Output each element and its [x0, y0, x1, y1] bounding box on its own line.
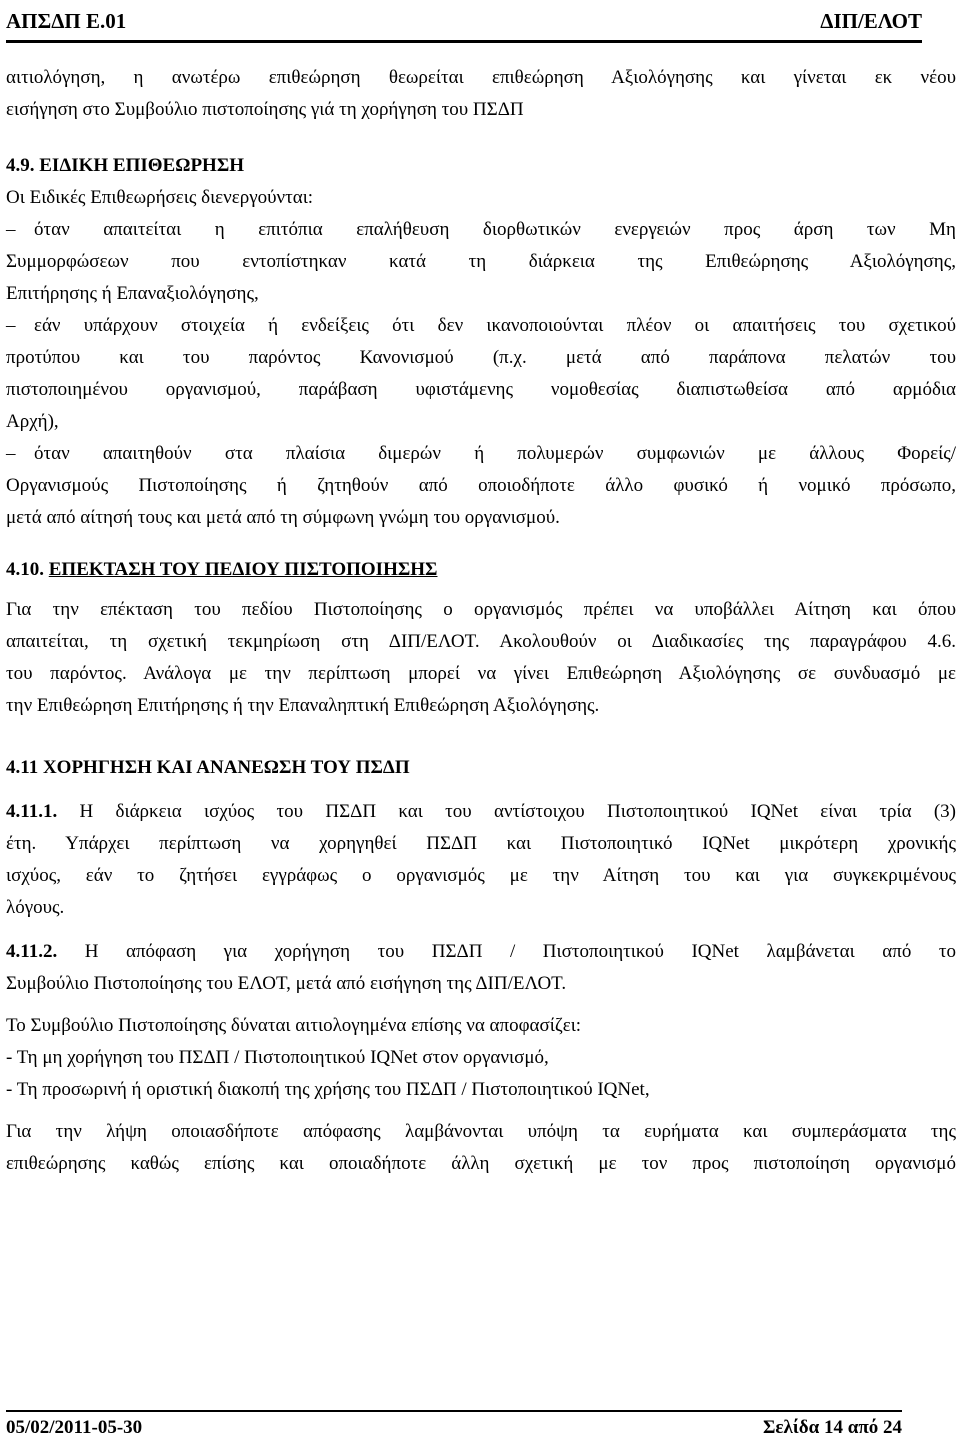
paragraph-4-11-1: [6, 796, 956, 924]
text-line: Επιτήρησης ή Επαναξιολόγησης,: [6, 283, 259, 304]
dash-bullet: –: [6, 219, 16, 240]
paragraph-number: 4.11.1.: [6, 801, 58, 822]
text-line: Το Συμβούλιο Πιστοποίησης δύναται αιτιολογημένα επίσης να αποφασίζει:: [6, 1015, 582, 1036]
footer-date: 05/02/2011-05-30: [6, 1417, 143, 1438]
dash-bullet: –: [6, 315, 16, 336]
text-line: Για την επέκταση του πεδίου Πιστοποίησης ο οργανισμός πρέπει να υποβάλλει Αίτηση και όπου: [6, 599, 956, 620]
text-line: Για την λήψη οποιασδήποτε απόφασης λαμβάνονται υπόψη τα ευρήματα και συμπεράσματα της: [6, 1121, 956, 1142]
text-line: - Τη μη χορήγηση του ΠΣΔΠ / Πιστοποιητικού IQNet στον οργανισμό,: [6, 1047, 549, 1068]
page-footer: [6, 1410, 902, 1438]
text-line: ισχύος, εάν το ζητήσει εγγράφως ο οργανισμός με την Αίτηση του και για συγκεκριμένους: [6, 865, 956, 886]
list-item: [6, 214, 956, 310]
text-line: όταν απαιτηθούν στα πλαίσια διμερών ή πολυμερών συμφωνιών με άλλους Φορείς/: [34, 443, 956, 464]
text-line: μετά από αίτησή τους και μετά από τη σύμφωνη γνώμη του οργανισμού.: [6, 507, 560, 528]
text-line: [6, 936, 956, 968]
text-line: Συμμορφώσεων που εντοπίστηκαν κατά τη διάρκεια της Επιθεώρησης Αξιολόγησης,: [6, 251, 956, 272]
text-span: Η διάρκεια ισχύος του ΠΣΔΠ και του αντίστοιχου Πιστοποιητικού IQNet είναι τρία (3): [57, 801, 956, 822]
section-paragraph: [6, 594, 956, 722]
paragraph-decision: [6, 1116, 956, 1180]
text-line: την Επιθεώρηση Επιτήρησης ή την Επαναληπτική Επιθεώρηση Αξιολόγησης.: [6, 695, 600, 716]
text-line: λόγους.: [6, 897, 65, 918]
text-line: - Τη προσωρινή ή οριστική διακοπή της χρήσης του ΠΣΔΠ / Πιστοποιητικού IQNet,: [6, 1079, 650, 1100]
list-item: [6, 310, 956, 438]
doc-department: ΔΙΠ/ΕΛΟΤ: [820, 9, 922, 33]
text-line: Συμβούλιο Πιστοποίησης του ΕΛΟΤ, μετά από εισήγηση της ΔΙΠ/ΕΛΟΤ.: [6, 973, 567, 994]
page-number: Σελίδα 14 από 24: [763, 1417, 902, 1438]
intro-paragraph: [6, 62, 956, 126]
text-line: απαιτείται, τη σχετική τεκμηρίωση στη ΔΙΠ/ΕΛΟΤ. Ακολουθούν οι Διαδικασίες της παραγράφου 4.6.: [6, 631, 956, 652]
text-line: επιθεώρησης καθώς επίσης και οποιαδήποτε άλλη σχετική με τον προς πιστοποίηση οργανισμό: [6, 1153, 956, 1174]
section-title: ΕΠΕΚΤΑΣΗ ΤΟΥ ΠΕΔΙΟΥ ΠΙΣΤΟΠΟΙΗΣΗΣ: [48, 559, 438, 580]
text-line: εάν υπάρχουν στοιχεία ή ενδείξεις ότι δεν ικανοποιούνται πλέον οι απαιτήσεις του σχετικού: [34, 315, 956, 336]
section-number: 4.10.: [6, 559, 49, 580]
text-line: Αρχή),: [6, 411, 59, 432]
text-line: αιτιολόγηση, η ανωτέρω επιθεώρηση θεωρείται επιθεώρηση Αξιολόγησης και γίνεται εκ νέου: [6, 67, 956, 88]
paragraph-council: [6, 1010, 956, 1106]
paragraph-number: 4.11.2.: [6, 941, 58, 962]
text-line: πιστοποιημένου οργανισμού, παράβαση υφιστάμενης νομοθεσίας διαπιστωθείσα από αρμόδια: [6, 379, 956, 400]
page-header: [6, 6, 922, 43]
text-line: προτύπου και του παρόντος Κανονισμού (π.χ. μετά από παράπονα πελατών του: [6, 347, 956, 368]
text-line: [6, 796, 956, 828]
section-lead: Οι Ειδικές Επιθεωρήσεις διενεργούνται:: [6, 187, 314, 208]
text-line: εισήγηση στο Συμβούλιο πιστοποίησης γιά τη χορήγηση του ΠΣΔΠ: [6, 99, 524, 120]
text-line: όταν απαιτείται η επιτόπια επαλήθευση διορθωτικών ενεργειών προς άρση των Μη: [34, 219, 956, 240]
dash-bullet: –: [6, 443, 16, 464]
list-item: [6, 438, 956, 534]
section-heading-4-9: 4.9. ΕΙΔΙΚΗ ΕΠΙΘΕΩΡΗΣΗ: [6, 155, 245, 176]
paragraph-4-11-2: [6, 936, 956, 1000]
text-span: Η απόφαση για χορήγηση του ΠΣΔΠ / Πιστοποιητικού IQNet λαμβάνεται από το: [57, 941, 956, 962]
doc-code: ΑΠΣΔΠ Ε.01: [6, 9, 127, 33]
document-body: [6, 62, 956, 1180]
section-heading-4-11: 4.11 ΧΟΡΗΓΗΣΗ ΚΑΙ ΑΝΑΝΕΩΣΗ ΤΟΥ ΠΣΔΠ: [6, 757, 410, 778]
text-line: έτη. Υπάρχει περίπτωση να χορηγηθεί ΠΣΔΠ και Πιστοποιητικό IQNet μικρότερη χρονικής: [6, 833, 956, 854]
text-line: Οργανισμούς Πιστοποίησης ή ζητηθούν από οποιοδήποτε άλλο φυσικό ή νομικό πρόσωπο,: [6, 475, 956, 496]
text-line: του παρόντος. Ανάλογα με την περίπτωση μπορεί να γίνει Επιθεώρηση Αξιολόγησης σε συνδυασμό με: [6, 663, 956, 684]
section-heading-4-10: [6, 554, 956, 586]
